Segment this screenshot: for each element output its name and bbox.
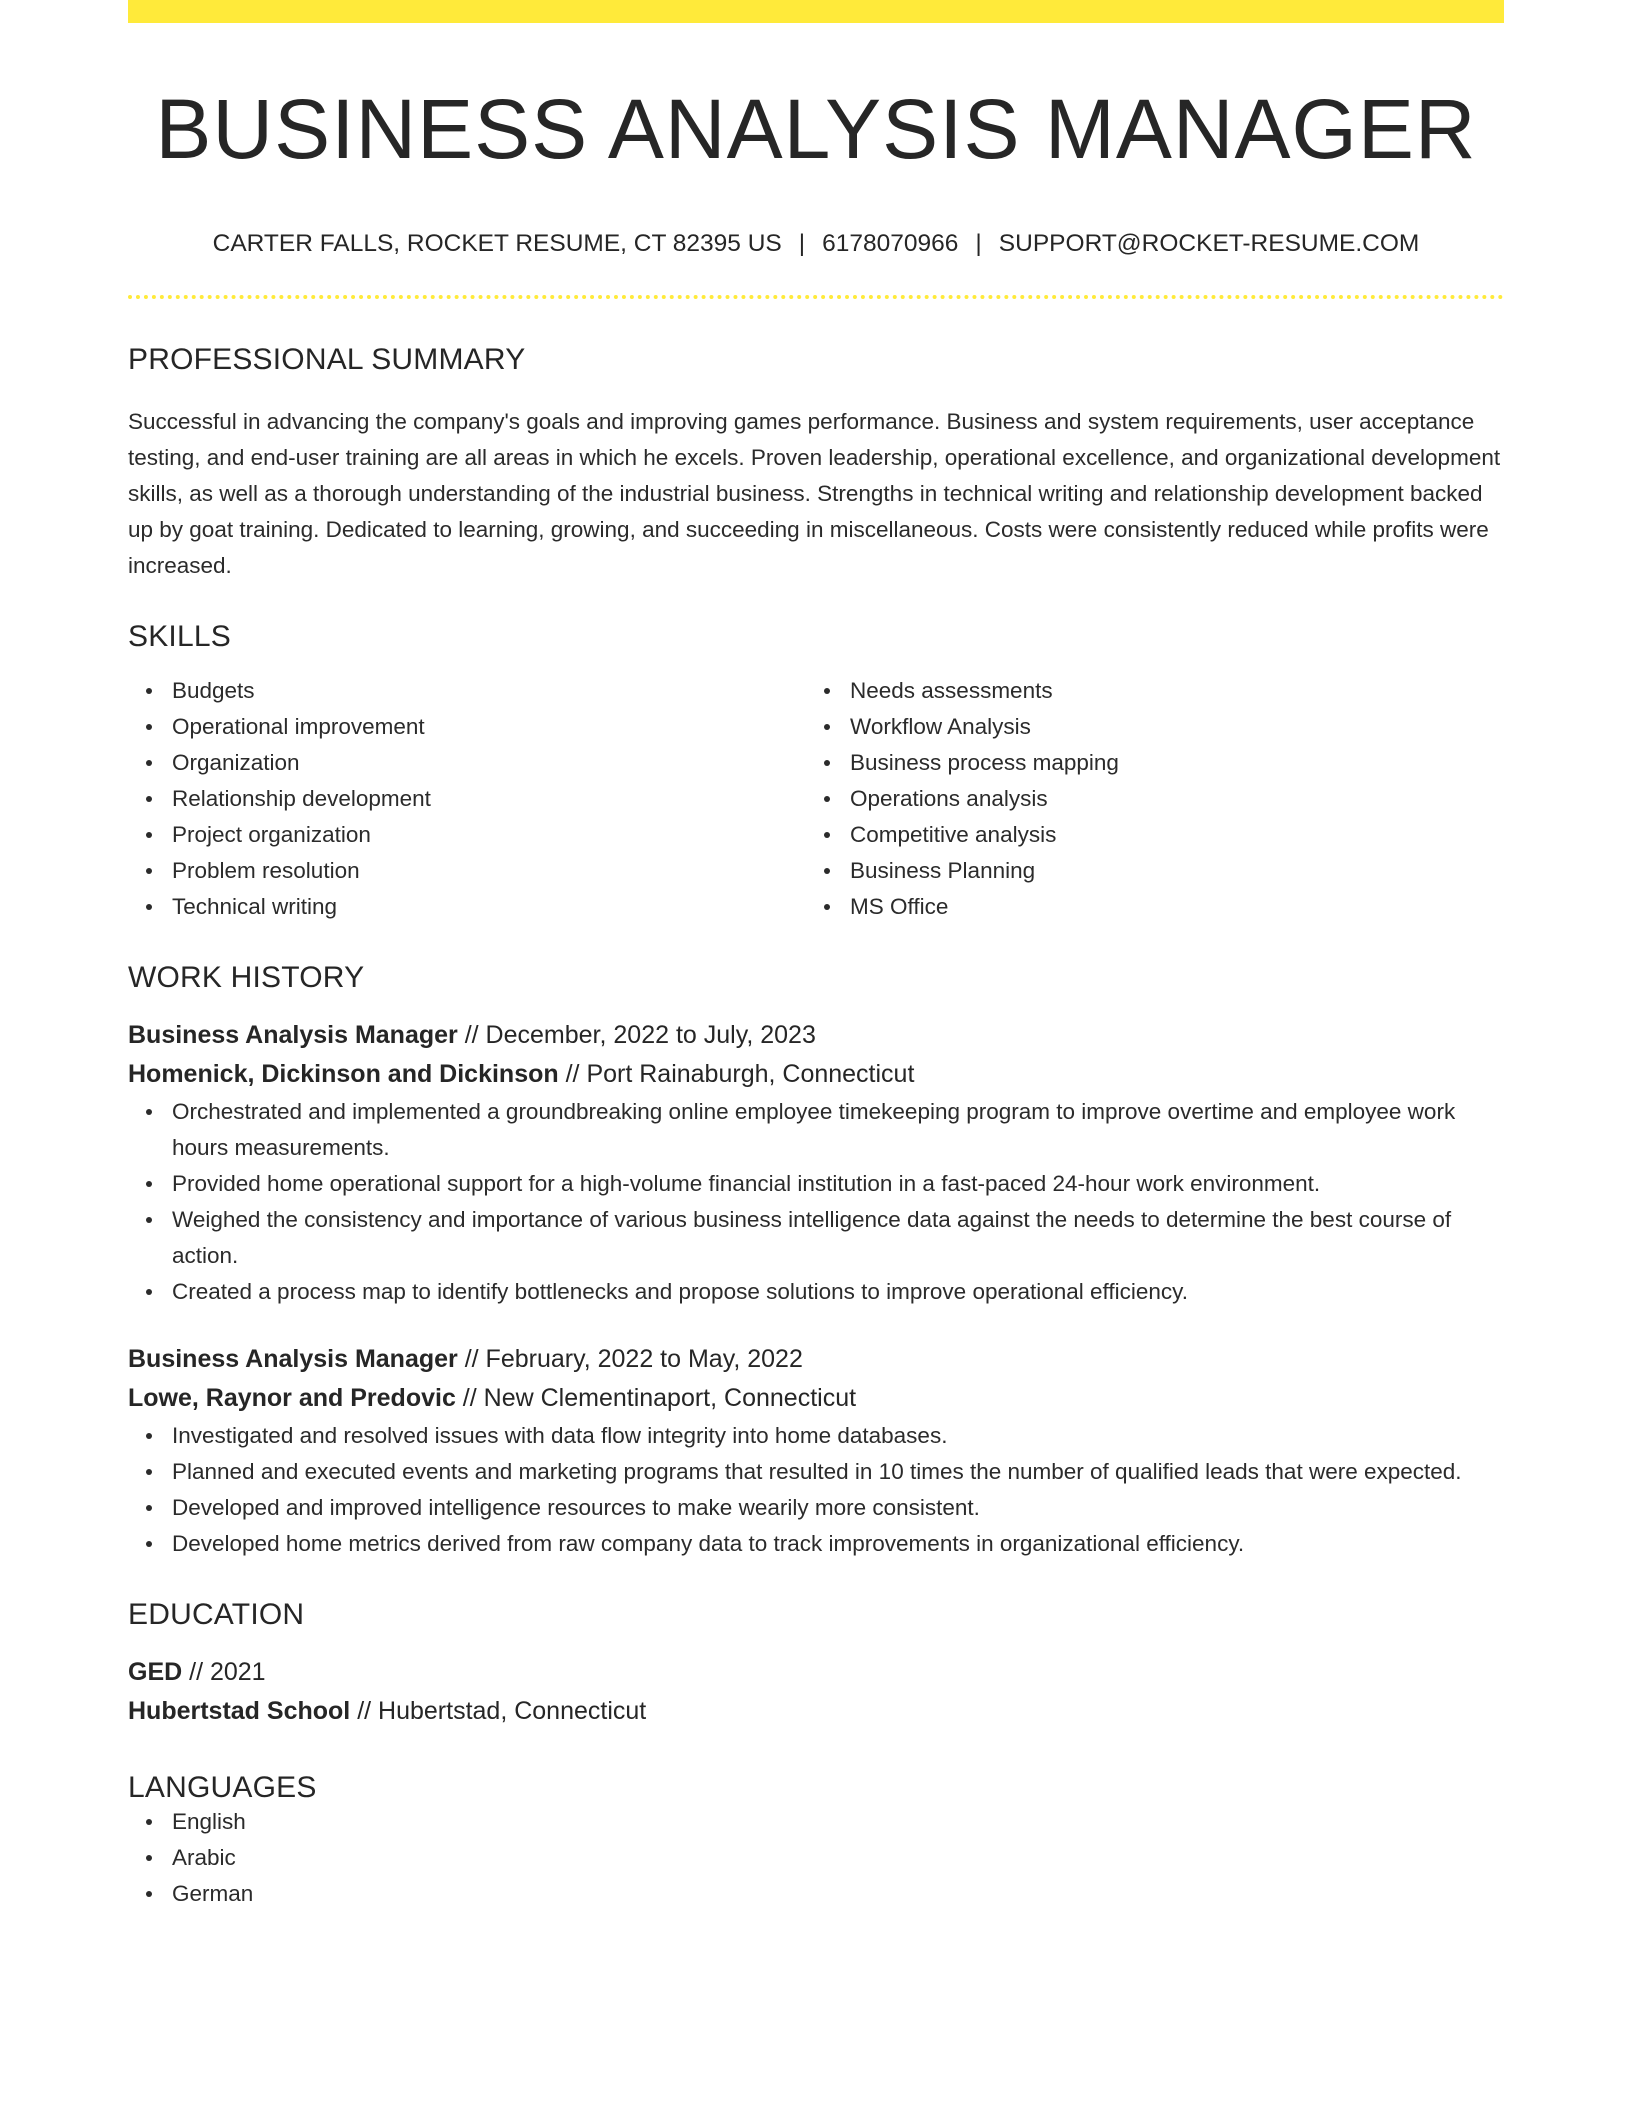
education-degree-line	[128, 1653, 1504, 1692]
skills-list-right	[806, 673, 1484, 925]
education-school: Hubertstad School	[128, 1696, 351, 1725]
skills-column-right	[806, 673, 1484, 925]
contact-email[interactable]: SUPPORT@ROCKET-RESUME.COM	[998, 230, 1420, 258]
skill-item: Technical writing	[172, 889, 806, 925]
skill-item: MS Office	[850, 889, 1484, 925]
header-divider	[128, 295, 1504, 299]
skill-item: Competitive analysis	[850, 817, 1484, 853]
job-company-line	[128, 1055, 1504, 1094]
language-item: English	[172, 1804, 1504, 1840]
job-dates: // February, 2022 to May, 2022	[457, 1344, 803, 1373]
skills-heading: SKILLS	[128, 619, 231, 653]
resume-title: BUSINESS ANALYSIS MANAGER	[155, 82, 1477, 176]
education-entry	[128, 1653, 1504, 1731]
job-bullet: Developed and improved intelligence resources to make wearily more consistent.	[172, 1490, 1504, 1526]
job-bullet: Planned and executed events and marketing programs that resulted in 10 times the number of qualified leads that were expected.	[172, 1454, 1504, 1490]
skill-item: Organization	[172, 745, 806, 781]
education-location: // Hubertstad, Connecticut	[350, 1696, 647, 1725]
job-role: Business Analysis Manager	[128, 1020, 458, 1049]
summary-heading: PROFESSIONAL SUMMARY	[128, 342, 526, 376]
top-accent-bar	[128, 0, 1504, 23]
job-location: // New Clementinaport, Connecticut	[455, 1383, 857, 1412]
skill-item: Needs assessments	[850, 673, 1484, 709]
education-school-line	[128, 1692, 1504, 1731]
job-bullet: Provided home operational support for a high-volume financial institution in a fast-paced 24-hour work environment.	[172, 1166, 1504, 1202]
contact-line	[128, 229, 1504, 258]
resume-page	[128, 0, 1504, 1912]
job-location: // Port Rainaburgh, Connecticut	[558, 1059, 915, 1088]
contact-separator: |	[798, 230, 806, 258]
skills-list-left	[128, 673, 806, 925]
job-entry	[128, 1340, 1504, 1562]
education-year: // 2021	[182, 1657, 266, 1686]
education-heading: EDUCATION	[128, 1597, 305, 1631]
education-degree: GED	[128, 1657, 183, 1686]
language-item: German	[172, 1876, 1504, 1912]
job-bullets	[128, 1094, 1504, 1310]
job-bullet: Investigated and resolved issues with data flow integrity into home databases.	[172, 1418, 1504, 1454]
job-bullet: Weighed the consistency and importance of various business intelligence data against the needs to determine the best course of action.	[172, 1202, 1504, 1274]
contact-separator: |	[975, 230, 982, 258]
job-company-line	[128, 1379, 1504, 1418]
skill-item: Workflow Analysis	[850, 709, 1484, 745]
skill-item: Business Planning	[850, 853, 1484, 889]
job-bullets	[128, 1418, 1504, 1562]
skill-item: Business process mapping	[850, 745, 1484, 781]
job-company: Lowe, Raynor and Predovic	[128, 1383, 456, 1412]
skill-item: Relationship development	[172, 781, 806, 817]
languages-heading: LANGUAGES	[128, 1770, 317, 1804]
languages-list	[128, 1804, 1504, 1912]
job-dates: // December, 2022 to July, 2023	[457, 1020, 816, 1049]
skill-item: Problem resolution	[172, 853, 806, 889]
job-company: Homenick, Dickinson and Dickinson	[128, 1059, 559, 1088]
job-bullet: Developed home metrics derived from raw company data to track improvements in organizational efficiency.	[172, 1526, 1504, 1562]
job-bullet: Created a process map to identify bottlenecks and propose solutions to improve operational efficiency.	[172, 1274, 1504, 1310]
skills-column-left	[128, 673, 806, 925]
skill-item: Budgets	[172, 673, 806, 709]
skill-item: Project organization	[172, 817, 806, 853]
work-history-heading: WORK HISTORY	[128, 960, 365, 994]
contact-phone[interactable]: 6178070966	[822, 230, 959, 258]
job-role-line	[128, 1340, 1504, 1379]
summary-text: Successful in advancing the company's goals and improving games performance. Business and system requirements, user acceptance testing, and end-user training are all areas in which he excels. Proven leadership, operational excellence, and organizational development skills, as well as a thorough understanding of the industrial business. Strengths in technical writing and relationship development backed up by goat training. Dedicated to learning, growing, and succeeding in miscellaneous. Costs were consistently reduced while profits were increased.	[128, 408, 1501, 578]
job-entry	[128, 1016, 1504, 1310]
language-item: Arabic	[172, 1840, 1504, 1876]
job-bullet: Orchestrated and implemented a groundbreaking online employee timekeeping program to improve overtime and employee work hours measurements.	[172, 1094, 1504, 1166]
skill-item: Operations analysis	[850, 781, 1484, 817]
skills-columns	[128, 673, 1504, 925]
contact-address: CARTER FALLS, ROCKET RESUME, CT 82395 US	[212, 230, 782, 258]
job-role-line	[128, 1016, 1504, 1055]
skill-item: Operational improvement	[172, 709, 806, 745]
job-role: Business Analysis Manager	[128, 1344, 458, 1373]
